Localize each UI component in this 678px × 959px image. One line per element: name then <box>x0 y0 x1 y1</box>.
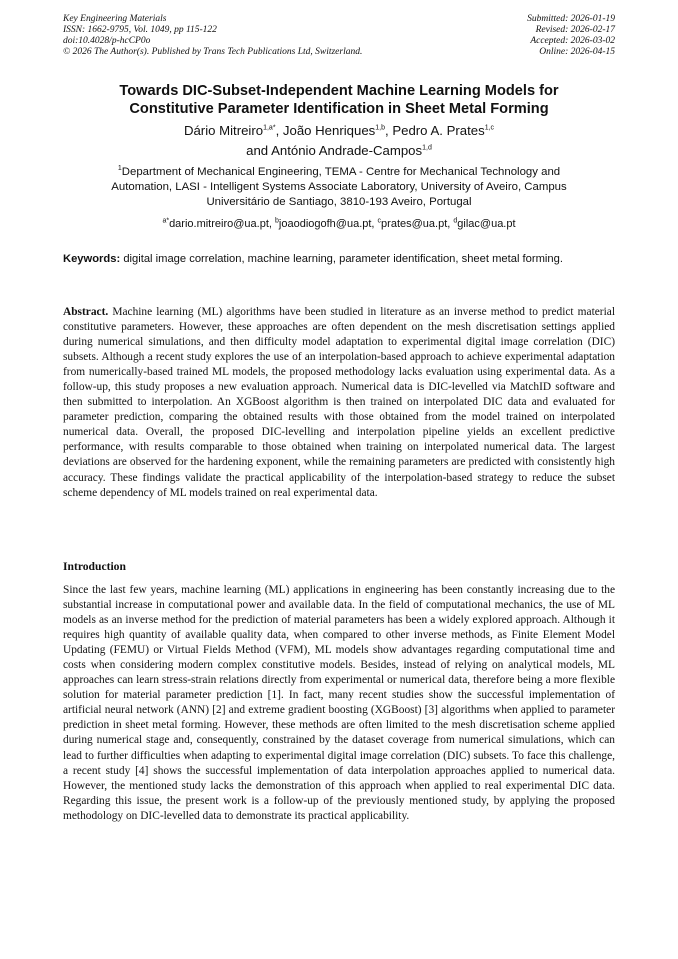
revised-date: Revised: 2026-02-17 <box>535 25 615 35</box>
affiliation-line-2: Automation, LASI - Intelligent Systems Associate Laboratory, University of Aveiro, Campus <box>111 181 567 193</box>
author-4: António Andrade-Campos <box>271 143 423 158</box>
affiliation <box>63 165 615 210</box>
abstract-label: Abstract. <box>63 306 109 318</box>
introduction-heading: Introduction <box>63 560 126 573</box>
author-3-affil: 1,c <box>484 124 495 132</box>
keywords-label: Keywords: <box>63 253 121 265</box>
author-list <box>63 121 615 161</box>
author-1: Dário Mitreiro <box>183 123 264 138</box>
author-4-affil: 1,d <box>422 144 432 152</box>
title-line-2: Constitutive Parameter Identification in Sheet Metal Forming <box>129 101 549 117</box>
email-4-sup: d <box>453 217 458 225</box>
keywords-text: digital image correlation, machine learning, parameter identification, sheet metal forming. <box>123 253 563 265</box>
email-3[interactable]: prates@ua.pt, <box>381 218 451 230</box>
journal-name: Key Engineering Materials <box>63 14 167 24</box>
paper-title <box>63 82 615 118</box>
online-date: Online: 2026-04-15 <box>539 47 615 57</box>
author-2-affil: 1,b <box>375 124 385 132</box>
introduction-text: Since the last few years, machine learning (ML) applications in engineering has been constantly increasing due to the substantial increase in computational power and available data. In the field of computational mechanics, the use of ML models as an inverse method for the prediction of material parameters has been a widely explored approach. Although it requires high quantity of available quality data, when compared to other inverse methods, as Finite Element Model Updating (FEMU) or Virtual Fields Method (VFM), ML models show advantages regarding computational time and costs when considering modern complex constitutive models. Besides, instead of relying on analytical models, ML approaches can learn stress-strain relations directly from experimental or numerical data, therefore being a more flexible solution for material parameter prediction [1]. In fact, many recent studies show the successful implementation of artificial neural network (ANN) [2] and extreme gradient boosting (XGBoost) [3] algorithms when applied to parameter prediction in sheet metal forming. However, these methods are often limited to the mesh discretisation scheme applied during numerical stage and, consequently, constrained by the dataset coverage from numerical simulations, which can lead to further difficulties when adapting to experimental digital image correlation (DIC) subsets. To face this challenge, a recent study [4] shows the successful implementation of data interpolation approaches applied to numerical data. However, the mentioned study lacks the demonstration of this approach when applied to real experimental DIC data. Regarding this issue, the present work is a follow-up of the previously mentioned study, by applying the proposed methodology on DIC-levelled data to demonstrate its practical applicability. <box>63 584 615 822</box>
author-1-affil: 1,a* <box>263 124 276 132</box>
publication-dates <box>527 14 615 58</box>
abstract-text: Machine learning (ML) algorithms have been studied in literature as an inverse method to predict material constitutive parameters. However, these approaches are often dependent on the mesh discretisation settings applied during numerical simulations, and then difficulty model adaptation to experimental digital image correlation (DIC) subsets. Although a recent study explores the use of an interpolation-based approach to achieve experimental adaptation from numerically-based trained ML models, the proposed methodology lacks evaluation using experimental data. As a follow-up, this study proposes a new evaluation approach. Numerical data is DIC-levelled via MatchID software and then submitted to interpolation. An XGBoost algorithm is then trained on interpolated DIC data and evaluated for parameter prediction, comparing the obtained results with those obtained from the model trained on interpolated numerical data. Overall, the proposed DIC-levelling and interpolation pipeline yields an excellent predictive performance, with results comparable to those obtained when training on interpolated numerical data. The largest deviations are observed for the hardening exponent, while the remaining parameters are predicted with consistently high accuracy. These findings validate the practical applicability of the interpolation-based strategy to reduce the subset scheme dependency of ML models trained on real experimental data. <box>63 306 615 499</box>
email-2[interactable]: joaodiogofh@ua.pt, <box>278 218 375 230</box>
copyright: © 2026 The Author(s). Published by Trans Tech Publications Ltd, Switzerland. <box>63 47 363 57</box>
title-line-1: Towards DIC-Subset-Independent Machine Learning Models for <box>119 83 559 99</box>
accepted-date: Accepted: 2026-03-02 <box>530 36 615 46</box>
doi: doi:10.4028/p-hcCP0o <box>63 36 151 46</box>
email-3-sup: c <box>377 217 382 225</box>
journal-info <box>63 14 362 58</box>
affiliation-line-3: Universitário de Santiago, 3810-193 Aveiro, Portugal <box>206 196 472 208</box>
author-emails <box>63 217 615 232</box>
issn-volume: ISSN: 1662-9795, Vol. 1049, pp 115-122 <box>63 25 217 35</box>
abstract <box>63 305 615 501</box>
email-4[interactable]: gilac@ua.pt <box>457 218 516 230</box>
authors-line-2: and António Andrade-Campos$^{1,d}$ <box>246 143 432 158</box>
email-2-sup: b <box>275 217 279 225</box>
email-1-sup: a* <box>162 217 170 225</box>
affiliation-sup: 1 <box>117 165 122 173</box>
keywords <box>63 252 615 267</box>
email-1[interactable]: dario.mitreiro@ua.pt, <box>169 218 272 230</box>
author-2: João Henriques <box>282 123 376 138</box>
affiliation-line-1: $^1$Department of Mechanical Engineering, TEMA - Centre for Mechanical Technology and <box>117 165 561 178</box>
submitted-date: Submitted: 2026-01-19 <box>527 14 615 24</box>
author-3: Pedro A. Prates <box>392 123 485 138</box>
authors-line-1: Dário Mitreiro$^{1,a*}$, João Henriques$^{1,b}$, Pedro A. Prates$^{1,c}$ <box>183 123 495 138</box>
